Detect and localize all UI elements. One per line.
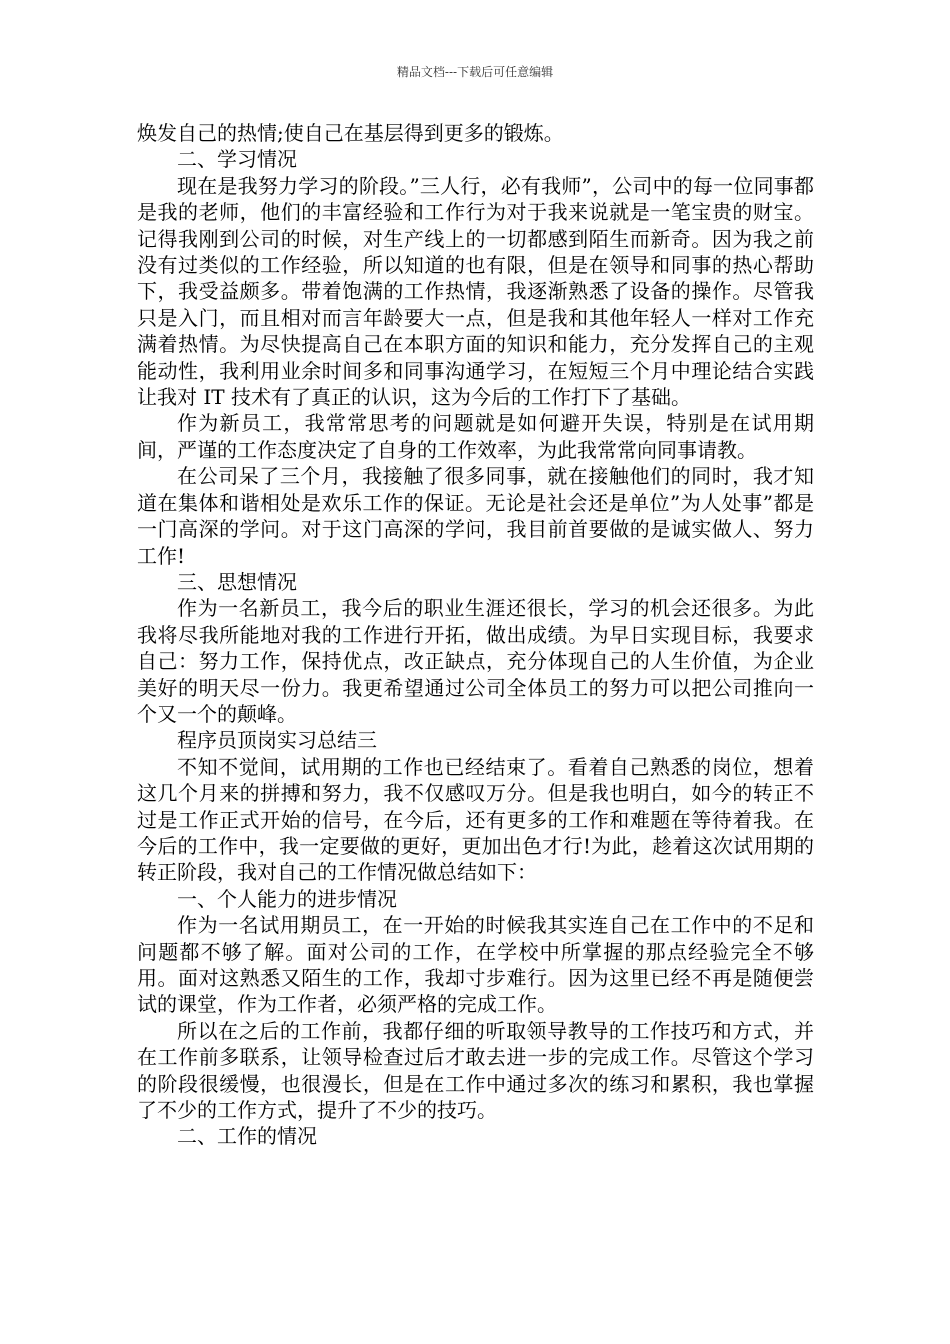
section-heading-ability: 一、个人能力的进步情况	[177, 886, 397, 911]
paragraph-ability: 作为一名试用期员工，在一开始的时候我其实连自己在工作中的不足和问题都不够了解。面对公司的工作，在学校中所掌握的那点经验完全不够用。面对这熟悉又陌生的工作，我却寸步难行。因为这里已经不再是随便尝试的课堂，作为工作者，必须严格的完成工作。	[137, 913, 814, 1017]
paragraph-probation-end: 不知不觉间，试用期的工作也已经结束了。看着自己熟悉的岗位，想着这几个月来的拼搏和努力，我不仅感叹万分。但是我也明白，如今的转正不过是工作正式开始的信号，在今后，还有更多的工作和难题在等待着我。在今后的工作中，我一定要做的更好，更加出色才行!为此，趁着这次试用期的转正阶段，我对自己的工作情况做总结如下：	[137, 754, 814, 885]
paragraph-thoughts: 作为一名新员工，我今后的职业生涯还很长，学习的机会还很多。为此我将尽我所能地对我的工作进行开拓，做出成绩。为早日实现目标，我要求自己：努力工作，保持优点，改正缺点，充分体现自己的人生价值，为企业美好的明天尽一份力。我更希望通过公司全体员工的努力可以把公司推向一个又一个的颠峰。	[137, 596, 814, 726]
paragraph-learning: 所以在之后的工作前，我都仔细的听取领导教导的工作技巧和方式，并在工作前多联系，让领导检查过后才敢去进一步的完成工作。尽管这个学习的阶段很缓慢，也很漫长，但是在工作中通过多次的练习和累积，我也掌握了不少的工作方式，提升了不少的技巧。	[137, 1018, 814, 1123]
page-header: 精品文档---下载后可任意编辑	[396, 65, 554, 79]
paragraph-new-employee: 作为新员工，我常常思考的问题就是如何避开失误，特别是在试用期间，严谨的工作态度决定了自身的工作效率，为此我常常向同事请教。	[137, 411, 814, 462]
paragraph-colleagues: 在公司呆了三个月，我接触了很多同事，就在接触他们的同时，我才知道在集体和谐相处是欢乐工作的保证。无论是社会还是单位”为人处事”都是一门高深的学问。对于这门高深的学问，我目前首要做的是诚实做人、努力工作!	[137, 464, 814, 568]
section-heading-summary-three: 程序员顶岗实习总结三	[177, 728, 377, 753]
section-heading-study: 二、学习情况	[177, 147, 297, 172]
section-heading-thoughts: 三、思想情况	[177, 569, 297, 594]
paragraph-continuation: 焕发自己的热情;使自己在基层得到更多的锻炼。	[137, 121, 564, 145]
document-body	[137, 120, 814, 1150]
paragraph-study: 现在是我努力学习的阶段。”三人行，必有我师”，公司中的每一位同事都是我的老师，他们的丰富经验和工作行为对于我来说就是一笔宝贵的财宝。记得我刚到公司的时候，对生产线上的一切都感到陌生而新奇。因为我之前没有过类似的工作经验，所以知道的也有限，但是在领导和同事的热心帮助下，我受益颇多。带着饱满的工作热情，我逐渐熟悉了设备的操作。尽管我只是入门，而且相对而言年龄要大一点，但是我和其他年轻人一样对工作充满着热情。为尽快提高自己在本职方面的知识和能力，充分发挥自己的主观能动性，我利用业余时间多和同事沟通学习，在短短三个月中理论结合实践让我对 IT 技术有了真正的认识，这为今后的工作打下了基础。	[137, 173, 814, 410]
section-heading-work: 二、工作的情况	[177, 1124, 317, 1149]
